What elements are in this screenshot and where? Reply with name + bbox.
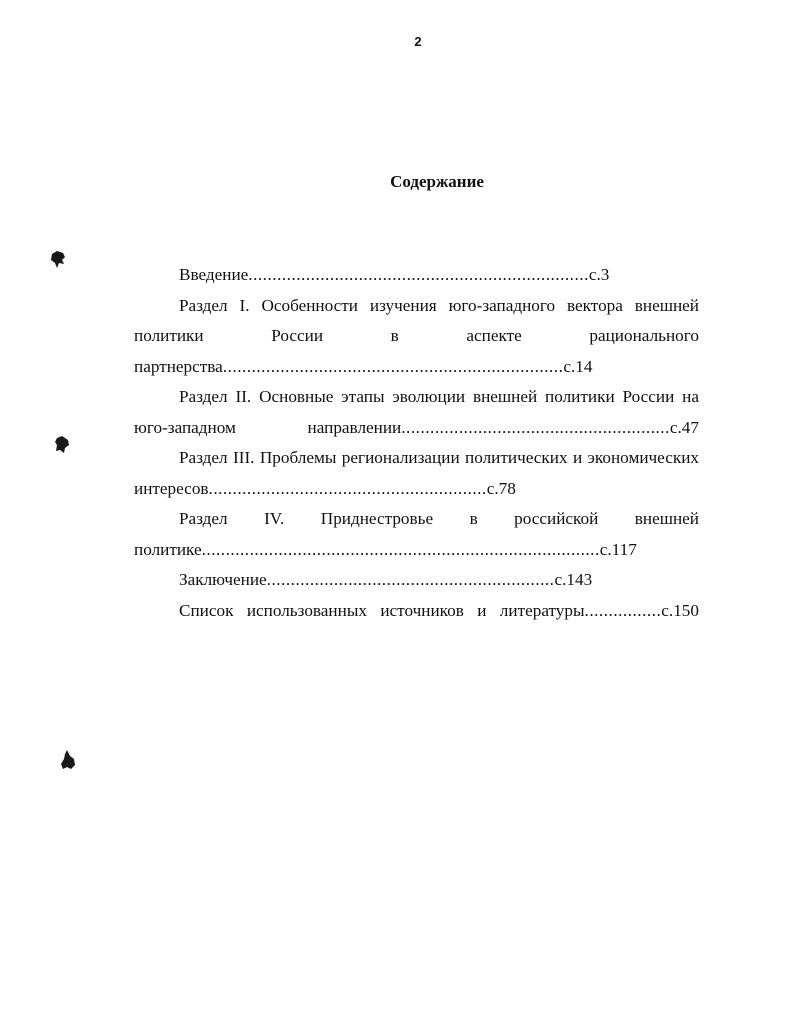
toc-entry-conclusion — [134, 565, 699, 596]
toc-entry-label: Список использованных источников и литературы — [179, 600, 585, 620]
toc-entry-leader: ....................................................................... — [248, 265, 589, 284]
toc-entry-leader: ....................................................................... — [222, 356, 564, 376]
ink-blot-icon — [50, 250, 66, 270]
ink-blot-icon — [54, 435, 70, 455]
toc-entry-leader: ................................................................................... — [201, 539, 600, 559]
toc-entry-page: с.14 — [563, 356, 593, 376]
toc-entry-section-4 — [134, 504, 699, 565]
toc-entry-page: с.150 — [661, 600, 699, 620]
toc-entry-label: Раздел II. Основные этапы эволюции внешней политики России на юго-западном направлении — [134, 387, 699, 437]
toc-entry-label: Введение — [179, 265, 249, 284]
toc-entry-page: с.78 — [486, 478, 516, 498]
ink-blot-icon — [60, 750, 76, 770]
table-of-contents — [134, 260, 699, 626]
toc-entry-references — [134, 596, 699, 627]
toc-entry-label: Заключение — [179, 570, 267, 589]
page-number: 2 — [414, 34, 422, 49]
toc-entry-leader: ............................................................ — [266, 570, 555, 589]
toc-entry-section-3 — [134, 443, 699, 504]
page-title: Содержание — [390, 172, 484, 191]
toc-entry-leader: ................ — [584, 600, 662, 620]
toc-entry-section-1 — [134, 291, 699, 383]
toc-entry-label: Раздел I. Особенности изучения юго-западного вектора внешней политики России в аспекте рационального партнерства — [134, 295, 699, 376]
toc-entry-introduction — [134, 260, 699, 291]
toc-entry-section-2 — [134, 382, 699, 443]
toc-entry-label: Раздел III. Проблемы регионализации политических и экономических интересов — [134, 448, 699, 498]
toc-entry-leader: .......................................................... — [208, 478, 487, 498]
toc-entry-page: с.143 — [554, 570, 593, 589]
toc-entry-page: с.3 — [588, 265, 610, 284]
toc-entry-leader: ........................................................ — [401, 417, 670, 437]
toc-entry-label: Раздел IV. Приднестровье в российской внешней политике — [134, 509, 699, 559]
toc-entry-page: с.117 — [599, 539, 637, 559]
toc-entry-page: с.47 — [669, 417, 699, 437]
